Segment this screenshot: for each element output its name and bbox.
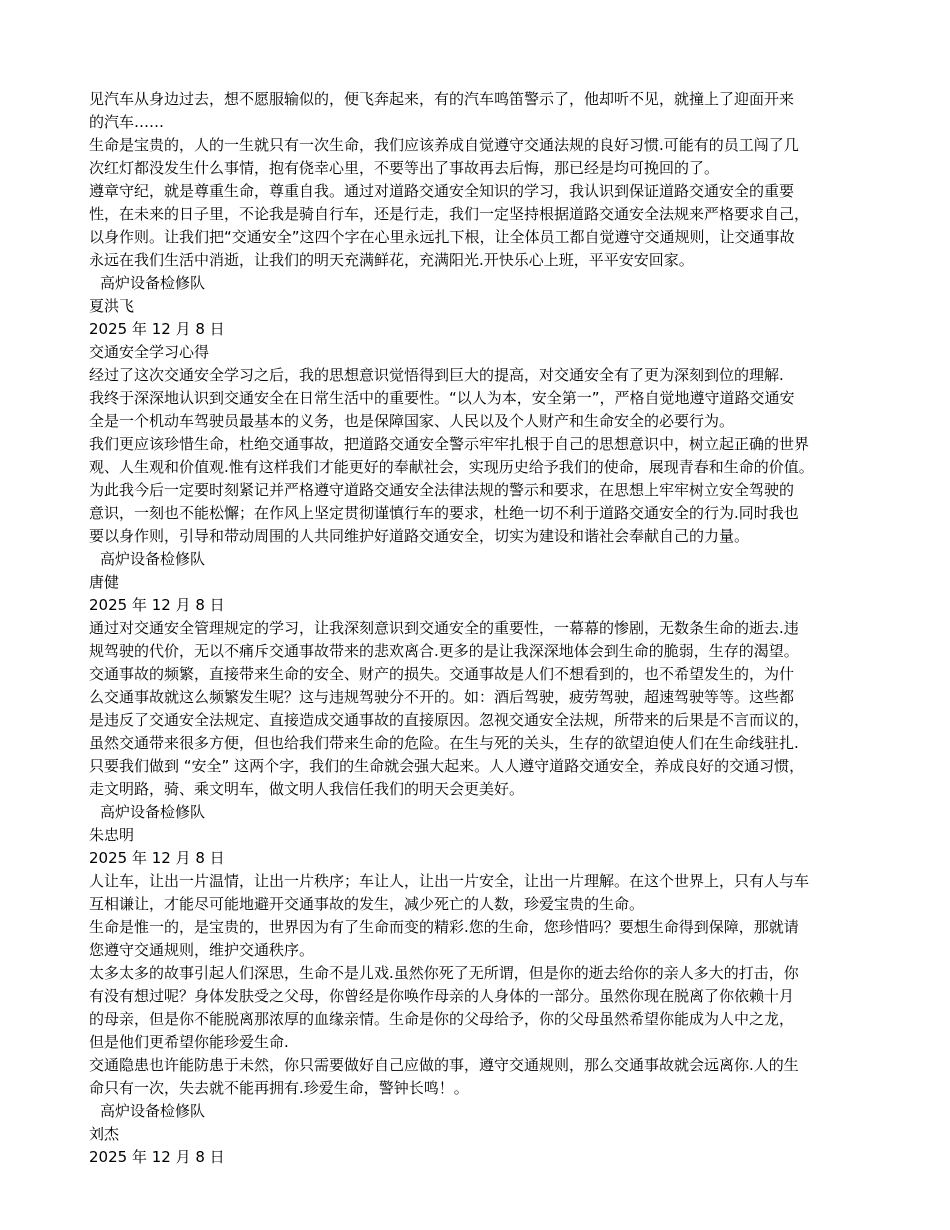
signature-unit: 高炉设备检修队 — [100, 803, 206, 821]
text-line: 夏洪飞 — [89, 297, 135, 315]
text-line: 但是他们更希望你能珍爱生命. — [89, 1033, 289, 1051]
text-line: 遵章守纪，就是尊重生命，尊重自我。通过对道路交通安全知识的学习，我认识到保证道路交通安全的重要 — [89, 182, 795, 200]
text-line: 次红灯都没发生什么事情，抱有侥幸心里，不要等出了事故再去后悔，那已经是均可挽回的了。 — [89, 159, 720, 177]
text-line: 您遵守交通规则，维护交通秩序。 — [89, 941, 315, 959]
signature-unit: 高炉设备检修队 — [100, 274, 206, 292]
text-line: 交通安全学习心得 — [89, 343, 210, 361]
text-line: 交通隐患也许能防患于未然，你只需要做好自己应做的事，遵守交通规则，那么交通事故就会远离你.人的生 — [89, 1056, 799, 1074]
text-line: 是违反了交通安全法规定、直接造成交通事故的直接原因。忽视交通安全法规，所带来的后果是不言而议的， — [89, 711, 810, 729]
text-line: 全是一个机动车驾驶员最基本的义务，也是保障国家、人民以及个人财产和生命安全的必要行为。 — [89, 412, 735, 430]
text-line: 只要我们做到 “安全” 这两个字，我们的生命就会强大起来。人人遵守道路交通安全，养成良好的交通习惯， — [89, 757, 805, 775]
text-line: 的汽车…… — [89, 113, 165, 131]
text-line: 规驾驶的代价，无以不痛斥交通事故带来的悲欢离合.更多的是让我深深地体会到生命的脆弱，生存的渴望。 — [89, 642, 799, 660]
document-body — [89, 88, 874, 1169]
text-line: 通过对交通安全管理规定的学习，让我深刻意识到交通安全的重要性，一幕幕的惨剧，无数条生命的逝去.违 — [89, 619, 799, 637]
text-line: 虽然交通带来很多方便，但也给我们带来生命的危险。在生与死的关头，生存的欲望迫使人们在生命线驻扎. — [89, 734, 799, 752]
text-line: 的母亲，但是你不能脱离那浓厚的血缘亲情。生命是你的父母给予，你的父母虽然希望你能成为人中之龙， — [89, 1010, 795, 1028]
text-line: 刘杰 — [89, 1125, 120, 1143]
text-line: 命只有一次，失去就不能再拥有.珍爱生命，警钟长鸣！。 — [89, 1079, 469, 1097]
text-line: 2025 年 12 月 8 日 — [89, 320, 225, 338]
text-line: 生命是惟一的，是宝贵的，世界因为有了生命而变的精彩.您的生命，您珍惜吗？要想生命得到保障，那就请 — [89, 918, 799, 936]
text-line: 意识，一刻也不能松懈；在作风上坚定贯彻谨慎行车的要求，杜绝一切不利于道路交通安全的行为.同时我也 — [89, 504, 799, 522]
text-line: 走文明路，骑、乘文明车，做文明人我信任我们的明天会更美好。 — [89, 780, 525, 798]
text-line: 2025 年 12 月 8 日 — [89, 1148, 225, 1166]
text-line: 朱忠明 — [89, 826, 135, 844]
text-line: 2025 年 12 月 8 日 — [89, 849, 225, 867]
text-line: 么交通事故就这么频繁发生呢？这与违规驾驶分不开的。如：酒后驾驶，疲劳驾驶，超速驾驶等等。这些都 — [89, 688, 795, 706]
text-line: 我终于深深地认识到交通安全在日常生活中的重要性。“以人为本，安全第一”，严格自觉地遵守道路交通安 — [89, 389, 795, 407]
text-line: 交通事故的频繁，直接带来生命的安全、财产的损失。交通事故是人们不想看到的，也不希望发生的，为什 — [89, 665, 795, 683]
text-line: 太多太多的故事引起人们深思，生命不是儿戏.虽然你死了无所谓，但是你的逝去给你的亲人多大的打击，你 — [89, 964, 799, 982]
text-line: 观、人生观和价值观.惟有这样我们才能更好的奉献社会，实现历史给予我们的使命，展现青春和生命的价值。 — [89, 458, 814, 476]
text-line: 有没有想过呢？身体发肤受之父母，你曾经是你唤作母亲的人身体的一部分。虽然你现在脱离了你依赖十月 — [89, 987, 795, 1005]
text-line: 我们更应该珍惜生命，杜绝交通事故，把道路交通安全警示牢牢扎根于自己的思想意识中，树立起正确的世界 — [89, 435, 810, 453]
signature-unit: 高炉设备检修队 — [100, 550, 206, 568]
text-line: 经过了这次交通安全学习之后，我的思想意识觉悟得到巨大的提高，对交通安全有了更为深刻到位的理解. — [89, 366, 784, 384]
text-line: 永远在我们生活中消逝，让我们的明天充满鲜花，充满阳光.开快乐心上班，平平安安回家。 — [89, 251, 694, 269]
text-line: 为此我今后一定要时刻紧记并严格遵守道路交通安全法律法规的警示和要求，在思想上牢牢树立安全驾驶的 — [89, 481, 795, 499]
text-line: 性，在未来的日子里，不论我是骑自行车，还是行走，我们一定坚持根据道路交通安全法规来严格要求自己， — [89, 205, 810, 223]
text-line: 唐健 — [89, 573, 120, 591]
text-line: 生命是宝贵的，人的一生就只有一次生命，我们应该养成自觉遵守交通法规的良好习惯.可能有的员工闯了几 — [89, 136, 799, 154]
text-line: 互相谦让，才能尽可能地避开交通事故的发生，减少死亡的人数，珍爱宝贵的生命。 — [89, 895, 645, 913]
text-line: 2025 年 12 月 8 日 — [89, 596, 225, 614]
signature-unit: 高炉设备检修队 — [100, 1102, 206, 1120]
text-line: 以身作则。让我们把“交通安全”这四个字在心里永远扎下根，让全体员工都自觉遵守交通规则，让交通事故 — [89, 228, 795, 246]
text-line: 见汽车从身边过去，想不愿服输似的，便飞奔起来，有的汽车鸣笛警示了，他却听不见，就撞上了迎面开来 — [89, 90, 795, 108]
text-line: 人让车，让出一片温情，让出一片秩序；车让人，让出一片安全，让出一片理解。在这个世界上，只有人与车 — [89, 872, 810, 890]
text-line: 要以身作则，引导和带动周围的人共同维护好道路交通安全，切实为建设和谐社会奉献自己的力量。 — [89, 527, 750, 545]
